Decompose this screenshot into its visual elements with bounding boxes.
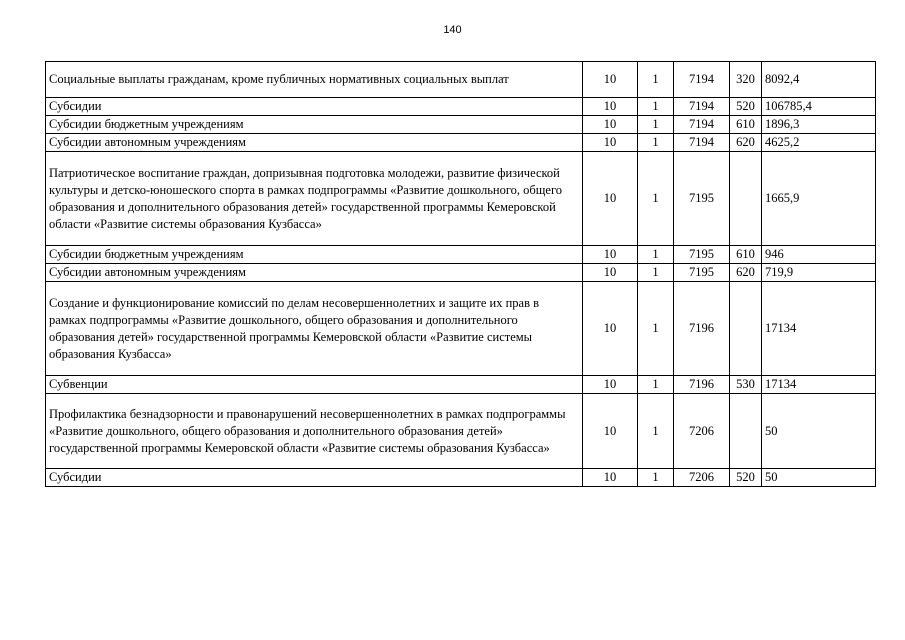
row-section: 10	[583, 394, 638, 469]
row-item: 7194	[674, 116, 730, 134]
row-item: 7195	[674, 264, 730, 282]
row-subsection: 1	[638, 116, 674, 134]
row-item: 7194	[674, 98, 730, 116]
row-section: 10	[583, 264, 638, 282]
row-subsection: 1	[638, 246, 674, 264]
row-subsection: 1	[638, 282, 674, 376]
row-amount: 1665,9	[762, 152, 876, 246]
row-subsection: 1	[638, 264, 674, 282]
row-name: Субсидии	[46, 98, 583, 116]
row-item: 7196	[674, 282, 730, 376]
row-type	[730, 152, 762, 246]
table-row	[46, 116, 876, 134]
row-type	[730, 282, 762, 376]
table-row	[46, 62, 876, 98]
row-type: 620	[730, 134, 762, 152]
table-row	[46, 469, 876, 487]
row-name: Создание и функционирование комиссий по делам несовершеннолетних и защите их прав в рамках подпрограммы «Развитие дошкольного, общего образования и дополнительного образования детей» государственной программы Кемеровской области «Развитие системы образования Кузбасса»	[46, 282, 583, 376]
row-amount: 8092,4	[762, 62, 876, 98]
row-amount: 50	[762, 469, 876, 487]
table-row	[46, 394, 876, 469]
table-row	[46, 134, 876, 152]
row-section: 10	[583, 469, 638, 487]
row-section: 10	[583, 98, 638, 116]
row-amount: 106785,4	[762, 98, 876, 116]
row-item: 7196	[674, 376, 730, 394]
row-name: Патриотическое воспитание граждан, допризывная подготовка молодежи, развитие физической культуры и детско-юношеского спорта в рамках подпрограммы «Развитие дошкольного, общего образования и дополнительного образования детей» государственной программы Кемеровской области «Развитие системы образования Кузбасса»	[46, 152, 583, 246]
row-type: 530	[730, 376, 762, 394]
row-item: 7194	[674, 134, 730, 152]
table-row	[46, 376, 876, 394]
row-subsection: 1	[638, 376, 674, 394]
row-type: 610	[730, 116, 762, 134]
row-amount: 1896,3	[762, 116, 876, 134]
row-subsection: 1	[638, 394, 674, 469]
row-type: 620	[730, 264, 762, 282]
row-section: 10	[583, 282, 638, 376]
row-subsection: 1	[638, 62, 674, 98]
table-row	[46, 152, 876, 246]
row-amount: 719,9	[762, 264, 876, 282]
row-name: Субсидии	[46, 469, 583, 487]
row-section: 10	[583, 116, 638, 134]
row-section: 10	[583, 134, 638, 152]
row-type: 610	[730, 246, 762, 264]
row-amount: 17134	[762, 282, 876, 376]
row-amount: 4625,2	[762, 134, 876, 152]
budget-table	[45, 61, 876, 487]
row-subsection: 1	[638, 152, 674, 246]
row-item: 7195	[674, 246, 730, 264]
row-type: 520	[730, 469, 762, 487]
table-row	[46, 98, 876, 116]
table-row	[46, 246, 876, 264]
row-type	[730, 394, 762, 469]
row-type: 520	[730, 98, 762, 116]
row-type: 320	[730, 62, 762, 98]
row-amount: 946	[762, 246, 876, 264]
row-section: 10	[583, 62, 638, 98]
page-number: 140	[443, 24, 462, 36]
table-row	[46, 264, 876, 282]
row-section: 10	[583, 376, 638, 394]
row-subsection: 1	[638, 98, 674, 116]
row-name: Социальные выплаты гражданам, кроме публичных нормативных социальных выплат	[46, 62, 583, 98]
row-section: 10	[583, 246, 638, 264]
row-item: 7206	[674, 394, 730, 469]
row-amount: 50	[762, 394, 876, 469]
row-amount: 17134	[762, 376, 876, 394]
row-name: Субсидии бюджетным учреждениям	[46, 116, 583, 134]
row-item: 7194	[674, 62, 730, 98]
row-name: Субсидии автономным учреждениям	[46, 134, 583, 152]
row-section: 10	[583, 152, 638, 246]
row-name: Субвенции	[46, 376, 583, 394]
row-item: 7206	[674, 469, 730, 487]
row-item: 7195	[674, 152, 730, 246]
row-name: Субсидии автономным учреждениям	[46, 264, 583, 282]
row-name: Субсидии бюджетным учреждениям	[46, 246, 583, 264]
table-row	[46, 282, 876, 376]
row-name: Профилактика безнадзорности и правонарушений несовершеннолетних в рамках подпрограммы «Развитие дошкольного, общего образования и дополнительного образования детей» государственной программы Кемеровской области «Развитие системы образования Кузбасса»	[46, 394, 583, 469]
row-subsection: 1	[638, 134, 674, 152]
row-subsection: 1	[638, 469, 674, 487]
